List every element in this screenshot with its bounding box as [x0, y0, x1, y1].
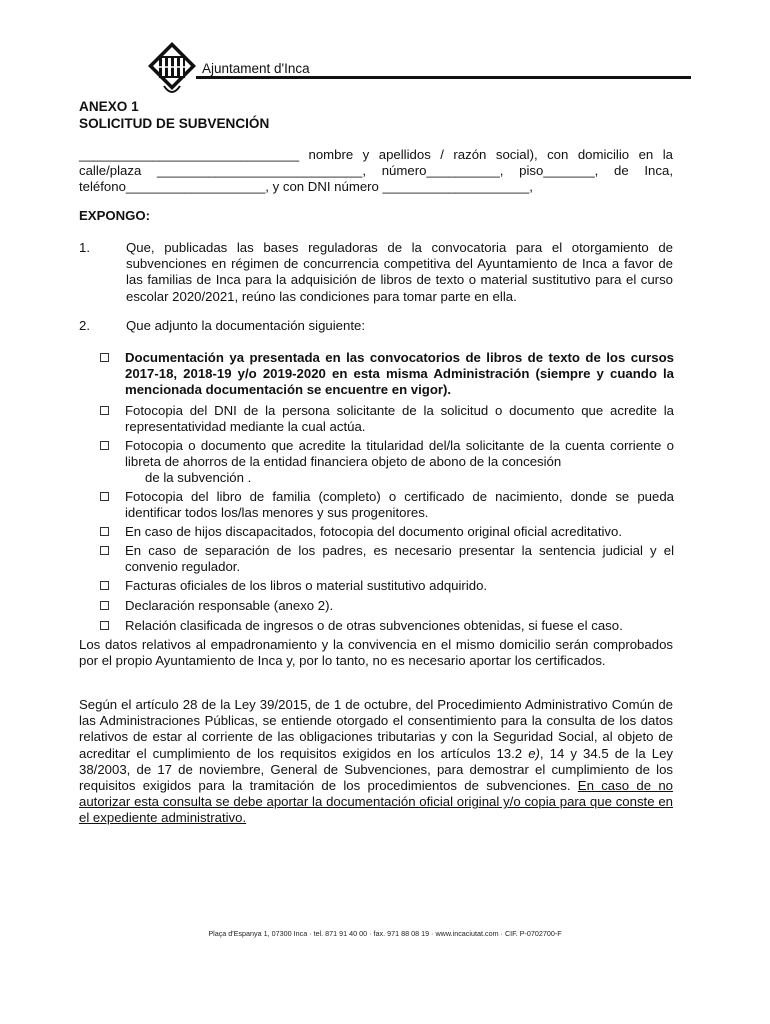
checkbox[interactable]	[100, 621, 109, 630]
checkbox[interactable]	[100, 546, 109, 555]
checkbox[interactable]	[100, 353, 109, 362]
expongo-heading: EXPONGO:	[79, 208, 151, 223]
legal-text-part2: , 14 y 34.5 de la Ley 38/2003, de 17 de noviembre, General de Subvenciones, para demostrar el cumplimiento de los requisitos exigidos para la tramitación de los procedimientos de subvenciones.	[79, 745, 673, 794]
organization-name: Ajuntament d'Inca	[202, 61, 310, 76]
checklist-item-label	[125, 438, 674, 487]
item-number: 1.	[79, 240, 90, 255]
header-rule	[196, 76, 691, 79]
checklist-item-label-tail: de la subvención .	[145, 470, 252, 486]
item-text: Que, publicadas las bases reguladoras de la convocatoria para el otorgamiento de subvenciones en régimen de concurrencia competitiva del Ayuntamiento de Inca a favor de las familias de Inca para la adquisición de libros de texto o material sustitutivo para el curso escolar 2020/2021, reúno las condiciones para tomar parte en ella.	[126, 240, 673, 304]
item-number: 2.	[79, 318, 90, 333]
checklist-item-label: Fotocopia del DNI de la persona solicitante de la solicitud o documento que acredite la representatividad mediante la cual actúa.	[125, 403, 674, 435]
legal-text-italic: e)	[528, 745, 540, 761]
page-footer: Plaça d'Espanya 1, 07300 Inca · tel. 871 91 40 00 · fax. 971 88 08 19 · www.incaciutat.com · CIF. P-0702700-F	[208, 929, 562, 938]
checkbox[interactable]	[100, 406, 109, 415]
item-text: Que adjunto la documentación siguiente:	[126, 318, 366, 333]
inca-coat-of-arms-icon	[146, 40, 198, 100]
checkbox[interactable]	[100, 527, 109, 536]
checklist-item-label: Facturas oficiales de los libros o material sustitutivo adquirido.	[125, 578, 488, 593]
legal-text-underlined: En caso de no autorizar esta consulta se debe aportar la documentación oficial original y/o copia para que conste en el expediente administrativo.	[79, 778, 673, 826]
annex-title: ANEXO 1	[79, 99, 139, 114]
checkbox[interactable]	[100, 441, 109, 450]
checklist-item-label: En caso de hijos discapacitados, fotocopia del documento original oficial acreditativo.	[125, 524, 623, 539]
checkbox[interactable]	[100, 492, 109, 501]
legal-consent-paragraph	[79, 697, 673, 827]
checkbox[interactable]	[100, 581, 109, 590]
data-verification-note: Los datos relativos al empadronamiento y la convivencia en el mismo domicilio serán comprobados por el propio Ayuntamiento de Inca y, por lo tanto, no es necesario aportar los certificados.	[79, 637, 673, 669]
checklist-item-label: Documentación ya presentada en las convocatorios de libros de texto de los cursos 2017-18, 2018-19 y/o 2019-2020 en esta misma Administración (siempre y cuando la mencionada documentación se encuentre en vigor).	[125, 350, 674, 398]
checkbox[interactable]	[100, 601, 109, 610]
checklist-item-label-main: Fotocopia o documento que acredite la titularidad del/la solicitante de la cuenta corriente o libreta de ahorros de la entidad financiera objeto de abono de la concesión	[125, 438, 674, 470]
checklist-item-label: Fotocopia del libro de familia (completo) o certificado de nacimiento, donde se pueda identificar todos los/las menores y sus progenitores.	[125, 489, 674, 521]
legal-text-part1: Según el artículo 28 de la Ley 39/2015, de 1 de octubre, del Procedimiento Administrativo Común de las Administraciones Públicas, se entiende otorgado el consentimiento para la consulta de los datos relativos de estar al corriente de las obligaciones tributarias y con la Seguridad Social, al objeto de acreditar el cumplimiento de los requisitos exigidos en los artículos 13.2	[79, 697, 673, 761]
checklist-item-label: Declaración responsable (anexo 2).	[125, 598, 334, 613]
checklist-item-label: En caso de separación de los padres, es necesario presentar la sentencia judicial y el convenio regulador.	[125, 543, 674, 575]
page-header	[0, 0, 770, 100]
applicant-details-paragraph: ______________________________ nombre y apellidos / razón social), con domicilio en la calle/plaza ____________________________, número__________, piso_______, de Inca, teléfono___________________, y con DNI número ____________________,	[79, 147, 673, 195]
request-title: SOLICITUD DE SUBVENCIÓN	[79, 116, 270, 131]
checklist-item-label: Relación clasificada de ingresos o de otras subvenciones obtenidas, si fuese el caso.	[125, 618, 623, 633]
